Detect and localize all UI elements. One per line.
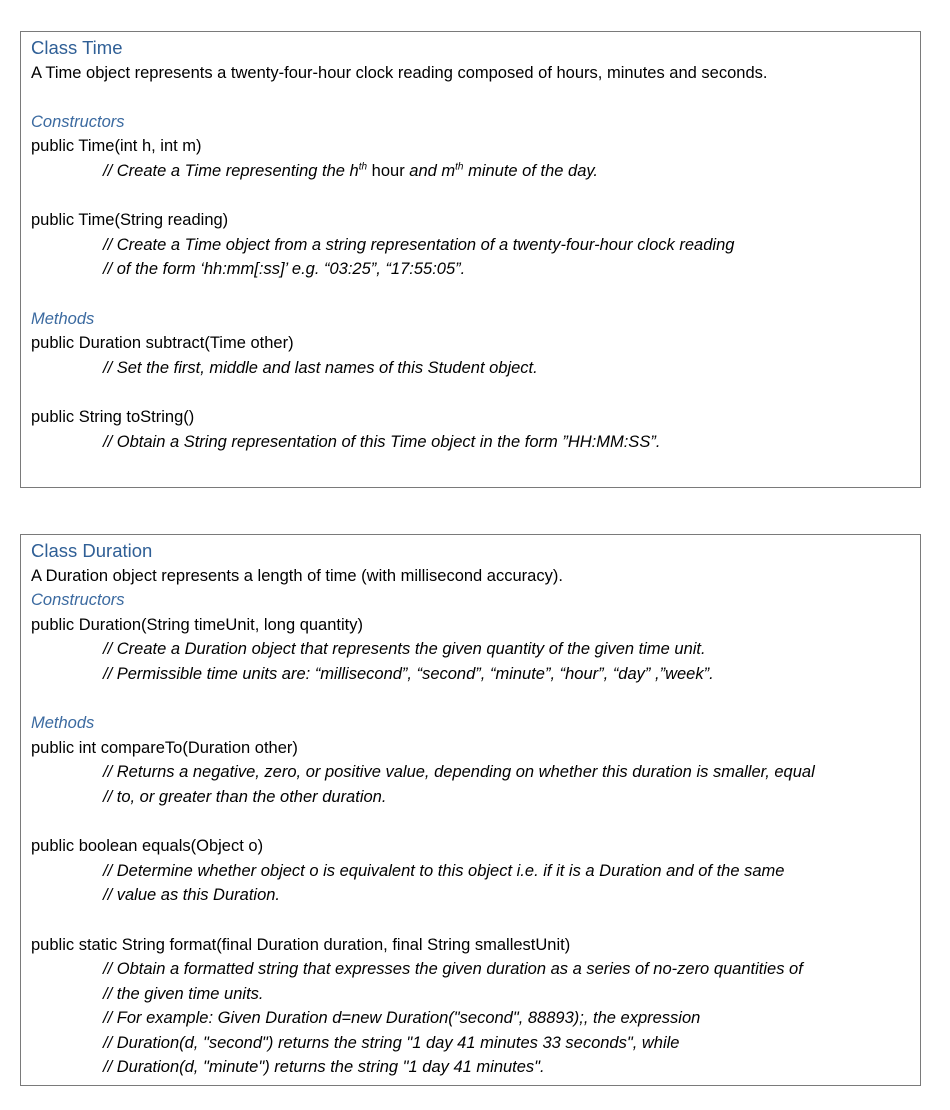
class-duration-box — [20, 534, 921, 1086]
time-subtract-comment: // Set the first, middle and last names of this Student object. — [103, 358, 538, 377]
spacer — [31, 282, 910, 307]
duration-compareto-comment-1: // Returns a negative, zero, or positive value, depending on whether this duration is smaller, equal — [103, 763, 815, 782]
spacer — [31, 184, 910, 209]
duration-ctor-comment-1: // Create a Duration object that represents the given quantity of the given time unit. — [103, 640, 706, 659]
duration-ctor-comment-2: // Permissible time units are: “millisecond”, “second”, “minute”, “hour”, “day” ,”week”. — [103, 664, 714, 683]
spacer — [31, 908, 910, 933]
duration-ctor-signature: public Duration(String timeUnit, long quantity) — [31, 615, 363, 634]
duration-format-signature: public static String format(final Duration duration, final String smallestUnit) — [31, 935, 571, 954]
comment-text: // Create a Time representing the h — [103, 161, 359, 180]
spacer — [31, 85, 910, 110]
duration-compareto-comment-2: // to, or greater than the other duration. — [103, 787, 387, 806]
spacer — [31, 810, 910, 835]
duration-equals-comment-2: // value as this Duration. — [103, 886, 281, 905]
duration-equals-signature: public boolean equals(Object o) — [31, 837, 264, 856]
time-ctor2-comment-2: // of the form ‘hh:mm[:ss]’ e.g. “03:25”, “17:55:05”. — [103, 260, 466, 279]
class-time-box — [20, 31, 921, 488]
time-tostring-signature: public String toString() — [31, 407, 195, 426]
comment-text: and m — [404, 161, 456, 180]
comment-text: hour — [367, 161, 405, 180]
time-subtract-signature: public Duration subtract(Time other) — [31, 334, 294, 353]
time-methods-heading: Methods — [31, 309, 95, 328]
superscript: th — [358, 161, 368, 173]
duration-format-comment-4: // Duration(d, "second") returns the string "1 day 41 minutes 33 seconds", while — [103, 1033, 680, 1052]
duration-format-comment-3: // For example: Given Duration d=new Duration("second", 88893);, the expression — [103, 1009, 701, 1028]
superscript: th — [455, 161, 464, 173]
time-constructors-heading: Constructors — [31, 112, 125, 131]
duration-format-comment-2: // the given time units. — [103, 984, 264, 1003]
duration-format-comment-5: // Duration(d, "minute") returns the string "1 day 41 minutes". — [103, 1058, 545, 1077]
class-duration-title: Class Duration — [31, 540, 153, 561]
duration-format-comment-1: // Obtain a formatted string that expresses the given duration as a series of no-zero quantities of — [103, 960, 803, 979]
duration-compareto-signature: public int compareTo(Duration other) — [31, 738, 298, 757]
spacer — [31, 380, 910, 405]
time-ctor2-signature: public Time(String reading) — [31, 211, 229, 230]
time-ctor1-signature: public Time(int h, int m) — [31, 137, 202, 156]
class-time-title: Class Time — [31, 37, 123, 58]
comment-text: minute of the day. — [463, 161, 599, 180]
duration-equals-comment-1: // Determine whether object o is equivalent to this object i.e. if it is a Duration and of the same — [103, 861, 785, 880]
duration-methods-heading: Methods — [31, 714, 95, 733]
class-duration-description: A Duration object represents a length of time (with millisecond accuracy). — [31, 566, 563, 585]
duration-constructors-heading: Constructors — [31, 591, 125, 610]
time-ctor2-comment-1: // Create a Time object from a string representation of a twenty-four-hour clock reading — [103, 235, 735, 254]
time-tostring-comment: // Obtain a String representation of this Time object in the form ”HH:MM:SS”. — [103, 432, 661, 451]
time-ctor1-comment — [31, 159, 910, 184]
spacer — [31, 687, 910, 712]
class-time-description: A Time object represents a twenty-four-hour clock reading composed of hours, minutes and seconds. — [31, 63, 768, 82]
